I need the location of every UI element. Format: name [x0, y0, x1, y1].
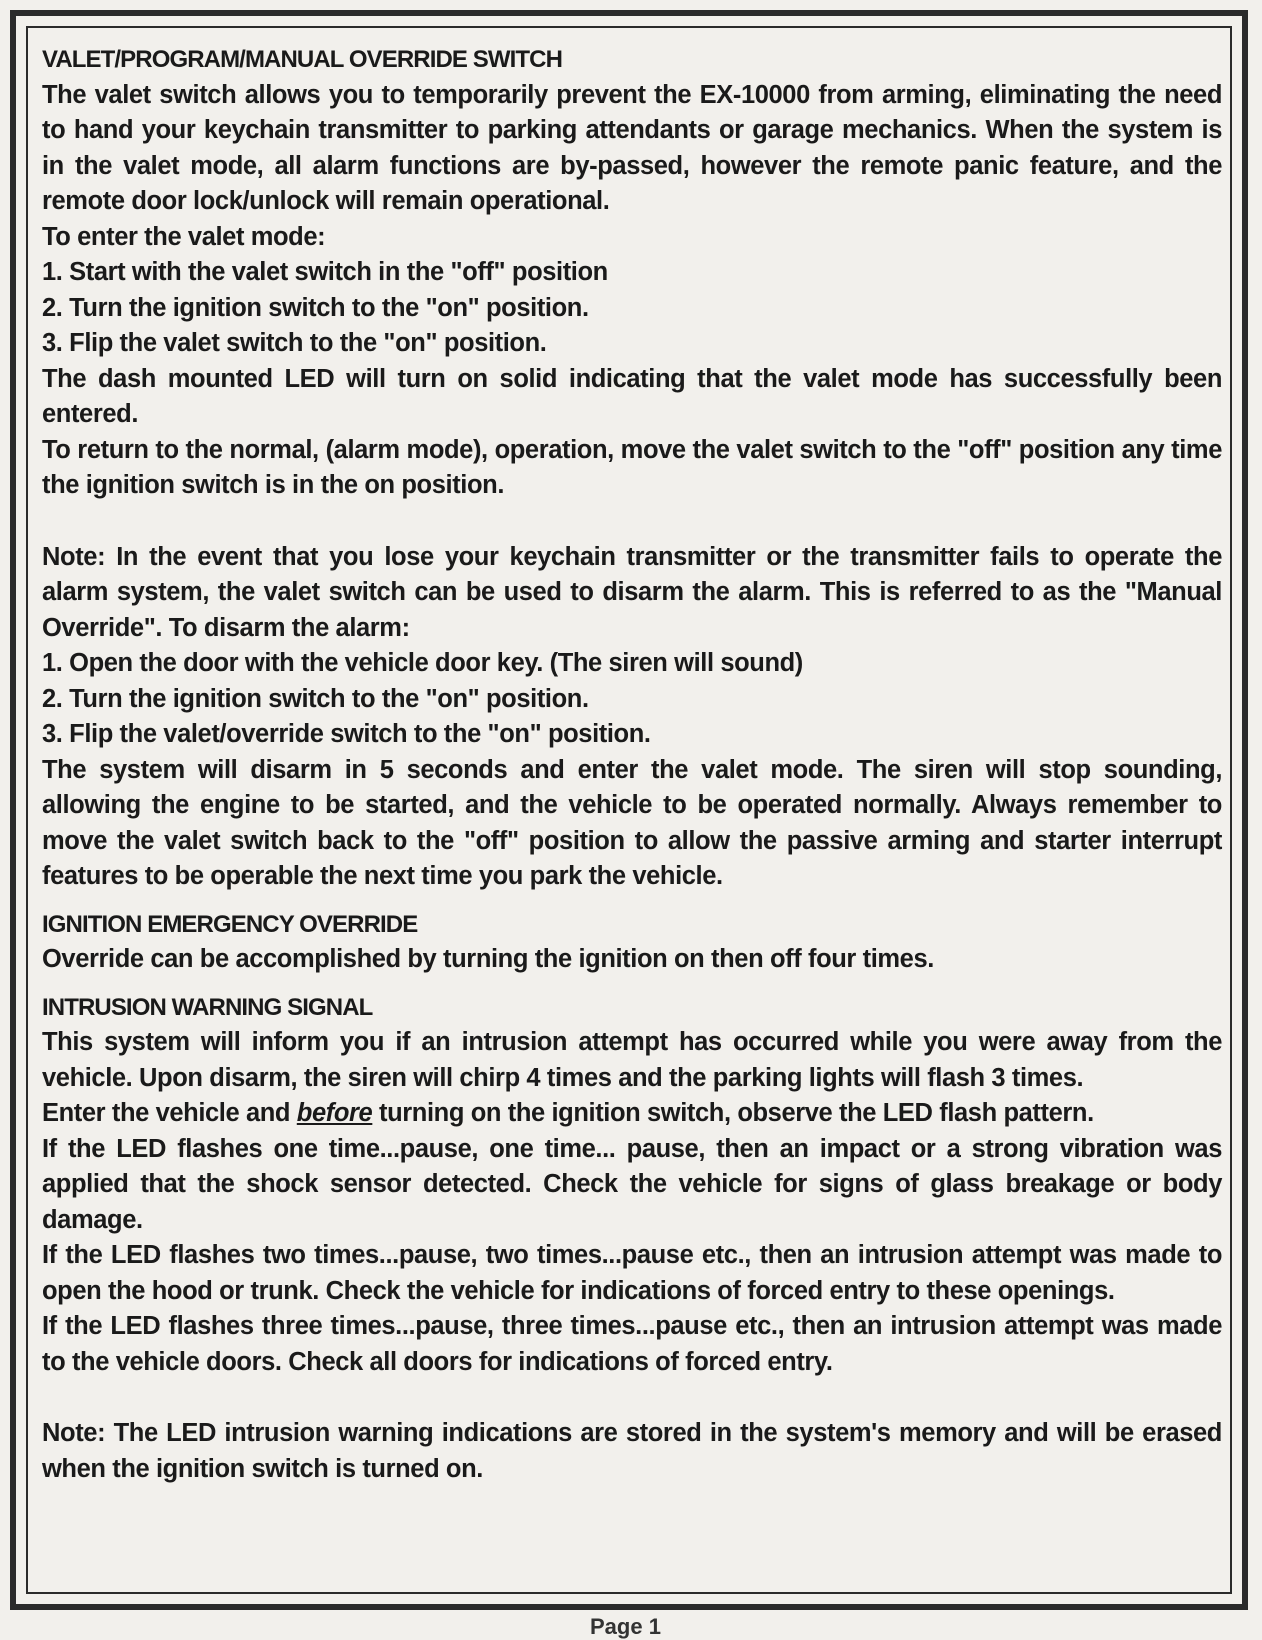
valet-heading: VALET/PROGRAM/MANUAL OVERRIDE SWITCH: [42, 46, 563, 73]
note-text: The LED intrusion warning indications are stored in the system's memory and will be erased when the ignition switch is turned on.: [42, 1419, 1222, 1483]
note-text: In the event that you lose your keychain transmitter or the transmitter fails to operate the alarm system, the valet switch can be used to disarm the alarm. This is referred to as the "Manual Override". To disarm the alarm:: [42, 542, 1222, 642]
return-normal-text: To return to the normal, (alarm mode), operation, move the valet switch to the "off" position any time the ignition switch is in the on position.: [42, 435, 1222, 499]
note-label: Note:: [42, 542, 106, 571]
enter-valet-label: To enter the valet mode:: [42, 222, 326, 251]
override-step-1: 1. Open the door with the vehicle door key. (The siren will sound): [42, 649, 803, 677]
before-emphasis: before: [296, 1099, 373, 1127]
override-step-3: 3. Flip the valet/override switch to the "on" position.: [42, 720, 651, 748]
led-three-flash: If the LED flashes three times...pause, three times...pause etc., then an intrusion attempt was made to the vehicle doors. Check all doors for indications of forced entry.: [42, 1312, 1222, 1376]
ignition-override-text: Override can be accomplished by turning the ignition on then off four times.: [42, 945, 934, 973]
spacer: [42, 978, 1222, 990]
intrusion-heading: INTRUSION WARNING SIGNAL: [42, 993, 373, 1021]
led-one-flash: If the LED flashes one time...pause, one time... pause, then an impact or a strong vibration was applied that the shock sensor detected. Check the vehicle for signs of glass breakage or body damage.: [42, 1134, 1222, 1234]
disarm-text: The system will disarm in 5 seconds and enter the valet mode. The siren will stop sounding, allowing the engine to be started, and the vehicle to be operated normally. Always remember to move the valet switch back to the "off" position to allow the passive arming and starter interrupt features to be operable the next time you park the vehicle.: [42, 755, 1222, 890]
outer-frame: [10, 10, 1248, 1610]
intrusion-observe: [42, 1096, 1222, 1132]
valet-intro: The valet switch allows you to temporarily prevent the EX-10000 from arming, eliminating the need to hand your keychain transmitter to parking attendants or garage mechanics. When the system is in the valet mode, all alarm functions are by-passed, however the remote panic feature, and the remote door lock/unlock will remain operational.: [42, 80, 1222, 215]
observe-text-a: Enter the vehicle and: [42, 1099, 297, 1127]
override-step-2: 2. Turn the ignition switch to the "on" position.: [42, 684, 589, 713]
memory-note: [42, 1416, 1222, 1487]
valet-step-1: 1. Start with the valet switch in the "off" position: [42, 258, 608, 286]
spacer: [42, 1380, 1222, 1416]
led-two-flash: If the LED flashes two times...pause, two times...pause etc., then an intrusion attempt was made to open the hood or trunk. Check the vehicle for indications of forced entry to these openings.: [42, 1241, 1222, 1305]
observe-text-b: turning on the ignition switch, observe the LED flash pattern.: [372, 1099, 1094, 1127]
spacer: [42, 504, 1222, 540]
page-number: Page 1: [590, 1614, 661, 1639]
override-note: [42, 540, 1222, 647]
valet-step-2: 2. Turn the ignition switch to the "on" position.: [42, 293, 589, 322]
spacer: [42, 895, 1222, 907]
note-label: Note:: [42, 1419, 106, 1447]
valet-step-3: 3. Flip the valet switch to the "on" position.: [42, 329, 547, 357]
ignition-override-heading: IGNITION EMERGENCY OVERRIDE: [42, 910, 418, 938]
manual-content: [42, 42, 1222, 1487]
inner-frame: [26, 26, 1232, 1594]
intrusion-intro: This system will inform you if an intrusion attempt has occurred while you were away from the vehicle. Upon disarm, the siren will chirp 4 times and the parking lights will flash 3 times.: [42, 1028, 1222, 1092]
led-valet-text: The dash mounted LED will turn on solid indicating that the valet mode has successfully been entered.: [42, 364, 1222, 428]
